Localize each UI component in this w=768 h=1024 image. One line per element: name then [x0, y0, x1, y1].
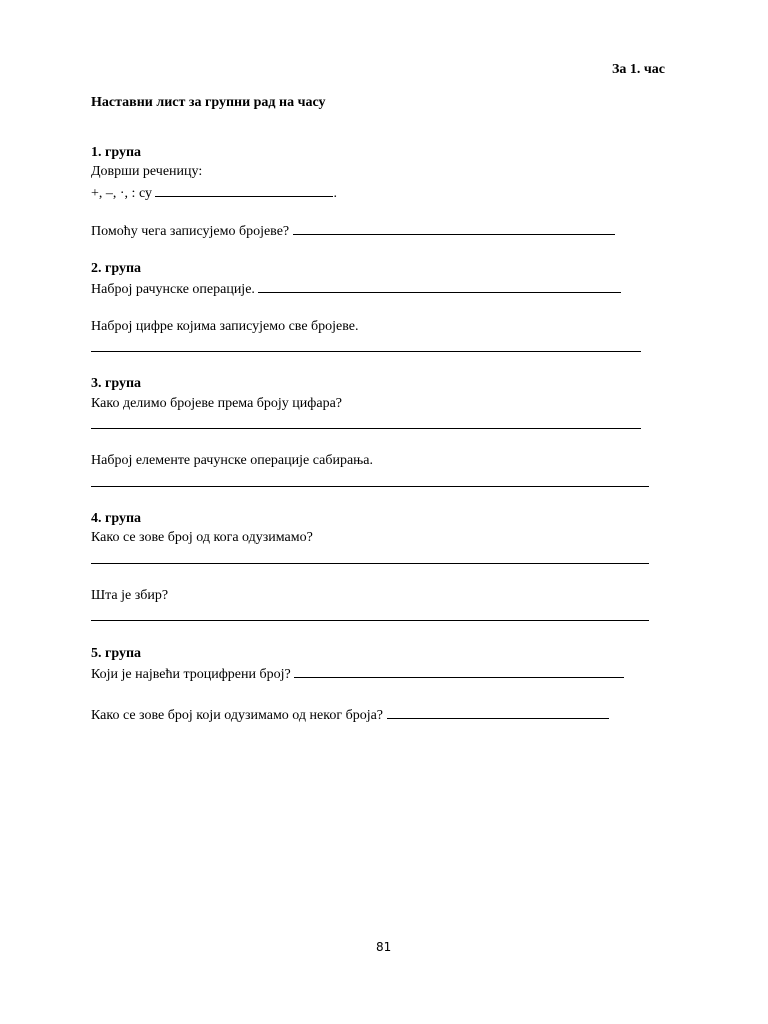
group-3-question-2-text: Наброј елементе рачунске операције сабирања.: [91, 453, 373, 468]
group-2-question-1-text: Наброј рачунске операције.: [91, 282, 255, 297]
group-2-question-2-text: Наброј цифре којима записујемо све бројеве.: [91, 319, 359, 334]
group-5-question-1-answer-line[interactable]: [294, 664, 624, 678]
group-5-heading: 5. група: [91, 646, 142, 661]
group-3-question-1-text: Како делимо бројеве према броју цифара?: [91, 396, 342, 411]
group-1-question-answer-line[interactable]: [293, 221, 615, 235]
group-5-question-2: [91, 705, 609, 725]
group-4-question-1-text: Како се зове број од кога одузимамо?: [91, 530, 313, 545]
group-5-question-2-answer-line[interactable]: [387, 705, 609, 719]
group-5-question-1-text: Који је највећи троцифрени број?: [91, 667, 291, 682]
group-1-instruction: Доврши реченицу:: [91, 164, 203, 179]
group-4-question-1-answer-line[interactable]: [91, 563, 649, 564]
lesson-label: За 1. час: [612, 62, 665, 77]
page-number: 81: [376, 940, 392, 954]
group-1-sentence-end: .: [333, 186, 337, 201]
group-2-question-1: [91, 279, 621, 299]
group-1-sentence-answer-line[interactable]: [155, 183, 333, 197]
group-4-question-2-answer-line[interactable]: [91, 620, 649, 621]
group-1-question-text: Помоћу чега записујемо бројеве?: [91, 224, 290, 239]
group-5-question-1: [91, 664, 624, 684]
group-1-question: [91, 221, 615, 241]
group-2-question-1-answer-line[interactable]: [258, 279, 621, 293]
group-4-heading: 4. група: [91, 511, 142, 526]
group-2-question-2-answer-line[interactable]: [91, 351, 641, 352]
group-5-question-2-text: Како се зове број који одузимамо од неког броја?: [91, 708, 384, 723]
group-4-question-2-text: Шта је збир?: [91, 588, 169, 603]
page-title: Наставни лист за групни рад на часу: [91, 95, 326, 110]
group-3-question-1-answer-line[interactable]: [91, 428, 641, 429]
group-3-heading: 3. група: [91, 376, 142, 391]
group-3-question-2-answer-line[interactable]: [91, 486, 649, 487]
group-1-sentence: [91, 183, 337, 203]
group-2-heading: 2. група: [91, 261, 142, 276]
group-1-sentence-text: +, –, ·, : су: [91, 186, 152, 201]
group-1-heading: 1. група: [91, 145, 142, 160]
